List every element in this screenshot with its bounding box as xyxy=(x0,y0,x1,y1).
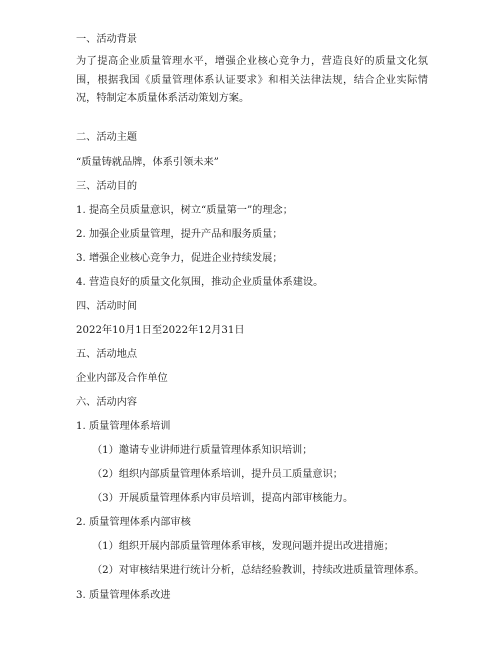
purpose-item: 3. 增强企业核心竞争力，促进企业持续发展； xyxy=(76,253,283,264)
content-subitem: （3）开展质量管理体系内审员培训，提高内部审核能力。 xyxy=(92,493,354,504)
section-heading-content: 六、活动内容 xyxy=(76,397,138,408)
content-subitem: （1）邀请专业讲师进行质量管理体系知识培训； xyxy=(92,445,313,456)
content-subitem: （2）对审核结果进行统计分析，总结经验教训，持续改进质量管理体系。 xyxy=(92,565,425,576)
background-paragraph: 为了提高企业质量管理水平，增强企业核心竞争力，营造良好的质量文化氛围，根据我国《质量管理体系认证要求》和相关法律法规，结合企业实际情况，特制定本质量体系活动策划方案。 xyxy=(76,56,428,104)
section-heading-location: 五、活动地点 xyxy=(76,349,138,360)
content-item-title: 1. 质量管理体系培训 xyxy=(76,421,171,432)
content-item-title: 3. 质量管理体系改进 xyxy=(76,590,171,601)
activity-time: 2022年10月1日至2022年12月31日 xyxy=(76,325,245,336)
section-heading-purpose: 三、活动目的 xyxy=(76,181,138,192)
section-heading-background: 一、活动背景 xyxy=(76,34,138,45)
activity-location: 企业内部及合作单位 xyxy=(76,373,168,384)
content-subitem: （1）组织开展内部质量管理体系审核，发现问题并提出改进措施； xyxy=(92,541,394,552)
section-heading-theme: 二、活动主题 xyxy=(76,132,138,143)
purpose-item: 2. 加强企业质量管理，提升产品和服务质量； xyxy=(76,229,283,240)
purpose-item: 4. 营造良好的质量文化氛围，推动企业质量体系建设。 xyxy=(76,277,324,288)
theme-slogan: “质量铸就品牌，体系引领未来” xyxy=(76,157,219,168)
section-heading-time: 四、活动时间 xyxy=(76,301,138,312)
purpose-item: 1. 提高全员质量意识，树立“质量第一”的理念； xyxy=(76,205,293,216)
content-item-title: 2. 质量管理体系内部审核 xyxy=(76,517,191,528)
content-subitem: （2）组织内部质量管理体系培训，提升员工质量意识； xyxy=(92,469,343,480)
